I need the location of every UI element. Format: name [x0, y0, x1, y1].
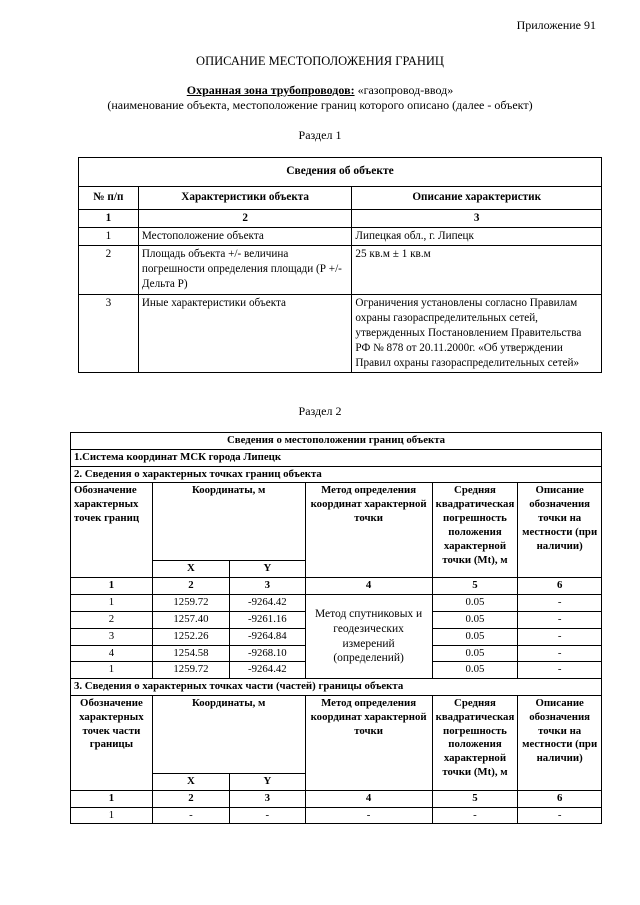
object-info-table: [78, 157, 602, 373]
header-x: X: [152, 773, 229, 790]
col-number: 2: [152, 578, 229, 595]
table-row: [71, 807, 602, 824]
point-x: 1259.72: [152, 662, 229, 679]
header-coordinates: Координаты, м: [152, 695, 305, 773]
col-number: 3: [230, 790, 305, 807]
object-name-note: (наименование объекта, местоположение границ которого описано (далее - объект): [107, 98, 533, 112]
col-number: 1: [71, 578, 153, 595]
point-error: 0.05: [432, 645, 518, 662]
object-name: [0, 83, 640, 98]
table-row: [71, 595, 602, 612]
col-number: 5: [432, 790, 518, 807]
document-title: ОПИСАНИЕ МЕСТОПОЛОЖЕНИЯ ГРАНИЦ: [196, 54, 444, 68]
part-2-title: 2. Сведения о характерных точках границ объекта: [71, 466, 602, 483]
col-number: 4: [305, 790, 432, 807]
col-number: 2: [138, 210, 352, 228]
point-error: 0.05: [432, 662, 518, 679]
point-x: 1259.72: [152, 595, 229, 612]
point-id: 3: [71, 628, 153, 645]
section-2-title: Раздел 2: [298, 404, 342, 418]
object-name-value: «газопровод-ввод»: [354, 83, 454, 97]
part-point-description: -: [518, 807, 602, 824]
header-method: Метод определения координат характерной точки: [305, 695, 432, 790]
header-y: Y: [230, 773, 305, 790]
header-coordinates: Координаты, м: [152, 483, 305, 561]
point-error: 0.05: [432, 595, 518, 612]
part-point-method: -: [305, 807, 432, 824]
boundary-table-title: Сведения о местоположении границ объекта: [71, 433, 602, 450]
point-id: 2: [71, 611, 153, 628]
part-point-error: -: [432, 807, 518, 824]
header-part-designation: Обозначение характерных точек части границы: [71, 695, 153, 790]
part-point-id: 1: [71, 807, 153, 824]
point-error: 0.05: [432, 628, 518, 645]
header-description: Описание обозначения точки на местности (при наличии): [518, 695, 602, 790]
coordinate-system: 1.Система координат МСК города Липецк: [71, 449, 602, 466]
row-description: Ограничения установлены согласно Правилам охраны газораспределительных сетей, утвержденных Постановлением Правительства РФ № 878 от 20.11.2000г. «Об утверждении Правил охраны газораспределительных сетей»: [352, 294, 602, 373]
col-number: 1: [71, 790, 153, 807]
col-number: 6: [518, 578, 602, 595]
table-row: [79, 228, 602, 246]
point-method: Метод спутниковых и геодезических измерений (определений): [305, 595, 432, 679]
col-number: 1: [79, 210, 139, 228]
point-description: -: [518, 628, 602, 645]
row-characteristic: Местоположение объекта: [138, 228, 352, 246]
point-x: 1252.26: [152, 628, 229, 645]
part-point-x: -: [152, 807, 229, 824]
point-id: 4: [71, 645, 153, 662]
table-row: [79, 294, 602, 373]
part-point-y: -: [230, 807, 305, 824]
point-y: -9264.42: [230, 595, 305, 612]
point-description: -: [518, 595, 602, 612]
col-header-characteristics: Характеристики объекта: [138, 187, 352, 210]
row-description: 25 кв.м ± 1 кв.м: [352, 246, 602, 294]
row-characteristic: Иные характеристики объекта: [138, 294, 352, 373]
row-number: 3: [79, 294, 139, 373]
point-id: 1: [71, 595, 153, 612]
col-number: 3: [230, 578, 305, 595]
header-error: Средняя квадратическая погрешность положения характерной точки (Mt), м: [432, 695, 518, 790]
col-number: 4: [305, 578, 432, 595]
row-number: 2: [79, 246, 139, 294]
row-description: Липецкая обл., г. Липецк: [352, 228, 602, 246]
header-x: X: [152, 561, 229, 578]
section-1-title: Раздел 1: [298, 128, 342, 142]
point-x: 1254.58: [152, 645, 229, 662]
point-y: -9261.16: [230, 611, 305, 628]
appendix-label: Приложение 91: [516, 18, 596, 32]
header-y: Y: [230, 561, 305, 578]
point-x: 1257.40: [152, 611, 229, 628]
col-number: 3: [352, 210, 602, 228]
point-y: -9264.84: [230, 628, 305, 645]
header-error: Средняя квадратическая погрешность положения характерной точки (Mt), м: [432, 483, 518, 578]
col-number: 2: [152, 790, 229, 807]
col-header-number: № п/п: [79, 187, 139, 210]
point-y: -9268.10: [230, 645, 305, 662]
row-number: 1: [79, 228, 139, 246]
col-header-description: Описание характеристик: [352, 187, 602, 210]
col-number: 6: [518, 790, 602, 807]
header-description: Описание обозначения точки на местности (при наличии): [518, 483, 602, 578]
boundary-location-table: [70, 432, 602, 824]
point-id: 1: [71, 662, 153, 679]
object-info-table-title: Сведения об объекте: [79, 158, 602, 187]
point-description: -: [518, 611, 602, 628]
object-name-label: Охранная зона трубопроводов:: [186, 83, 355, 97]
col-number: 5: [432, 578, 518, 595]
header-method: Метод определения координат характерной точки: [305, 483, 432, 578]
table-row: [79, 246, 602, 294]
point-error: 0.05: [432, 611, 518, 628]
point-description: -: [518, 662, 602, 679]
point-y: -9264.42: [230, 662, 305, 679]
header-designation: Обозначение характерных точек границ: [71, 483, 153, 578]
part-3-title: 3. Сведения о характерных точках части (частей) границы объекта: [71, 679, 602, 696]
point-description: -: [518, 645, 602, 662]
row-characteristic: Площадь объекта +/- величина погрешности определения площади (Р +/- Дельта Р): [138, 246, 352, 294]
